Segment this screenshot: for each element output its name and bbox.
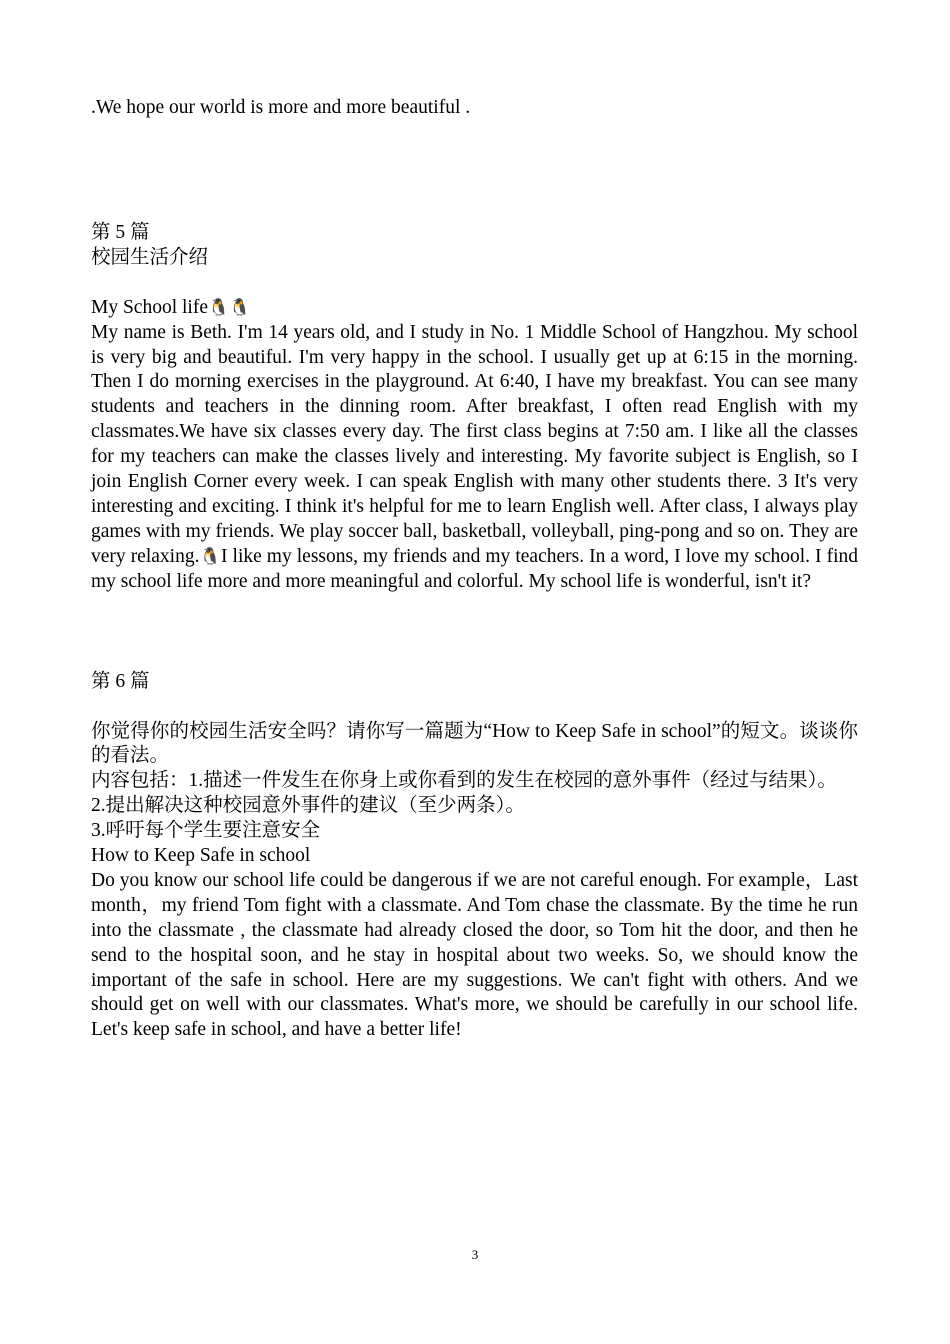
spacer: [91, 271, 858, 296]
body-part-1: My name is Beth. I'm 14 years old, and I study in No. 1 Middle School of Hangzhou. My school is very big and beautiful. I'm very happy in the school. I usually get up at 6:15 in the morning. Then I do morning exercises in the playground. At 6:40, I have my breakfast. You can see many students and teachers in the dinning room. After breakfast, I often read English with my classmates.We have six classes every day. The first class begins at 7:50 am. I like all the classes for my teachers can make the classes lively and interesting. My favorite subject is English, so I join English Corner every week. I can speak English with many other students there. 3 It's very interesting and exciting. I think it's helpful for me to learn English well. After class, I always play games with my friends. We play soccer ball, basketball, volleyball, ping-pong and so on. They are very relaxing.: [91, 321, 858, 567]
section-6-point-3: 3.呼吁每个学生要注意安全: [91, 820, 321, 842]
section-5-subtitle: 校园生活介绍: [91, 246, 209, 268]
section-5-body: [91, 321, 858, 595]
section-6-essay-body: Do you know our school life could be dangerous if we are not careful enough. For example，Last month，my friend Tom fight with a classmate. And Tom chase the classmate. By the time he run into the classmate , the classmate had already closed the door, so Tom hit the door, and then he send to the hospital soon, and he stay in hospital about two weeks. So, we should know the important of the safe in school. Here are my suggestions. We can't fight with others. And we should get on well with our classmates. What's more, we should be carefully in our school life. Let's keep safe in school, and have a better life!: [91, 869, 858, 1041]
essay-title-text: My School life: [91, 296, 208, 318]
section-6: [91, 670, 858, 1044]
penguin-icon: 🐧🐧: [208, 297, 251, 318]
document-page: [91, 96, 858, 1043]
section-6-point-2: 2.提出解决这种校园意外事件的建议（至少两条）。: [91, 795, 525, 817]
section-6-content-intro: 内容包括：1.描述一件发生在你身上或你看到的发生在校园的意外事件（经过与结果）。: [91, 770, 837, 792]
intro-line: .We hope our world is more and more beautiful .: [91, 97, 471, 118]
section-5: [91, 221, 858, 595]
section-6-heading: 第 6 篇: [91, 670, 150, 692]
spacer: [91, 695, 858, 720]
section-6-essay-title: How to Keep Safe in school: [91, 845, 311, 867]
penguin-icon: 🐧: [199, 546, 221, 567]
section-6-prompt: 你觉得你的校园生活安全吗？请你写一篇题为“How to Keep Safe in school”的短文。谈谈你的看法。: [91, 720, 858, 767]
section-5-heading: 第 5 篇: [91, 221, 150, 243]
page-number: 3: [471, 1247, 479, 1262]
body-part-2: I like my lessons, my friends and my teachers. In a word, I love my school. I find my school life more and more meaningful and colorful. My school life is wonderful, isn't it?: [91, 545, 859, 592]
spacer: [91, 595, 858, 670]
spacer: [91, 121, 858, 221]
section-5-title: [91, 296, 858, 321]
